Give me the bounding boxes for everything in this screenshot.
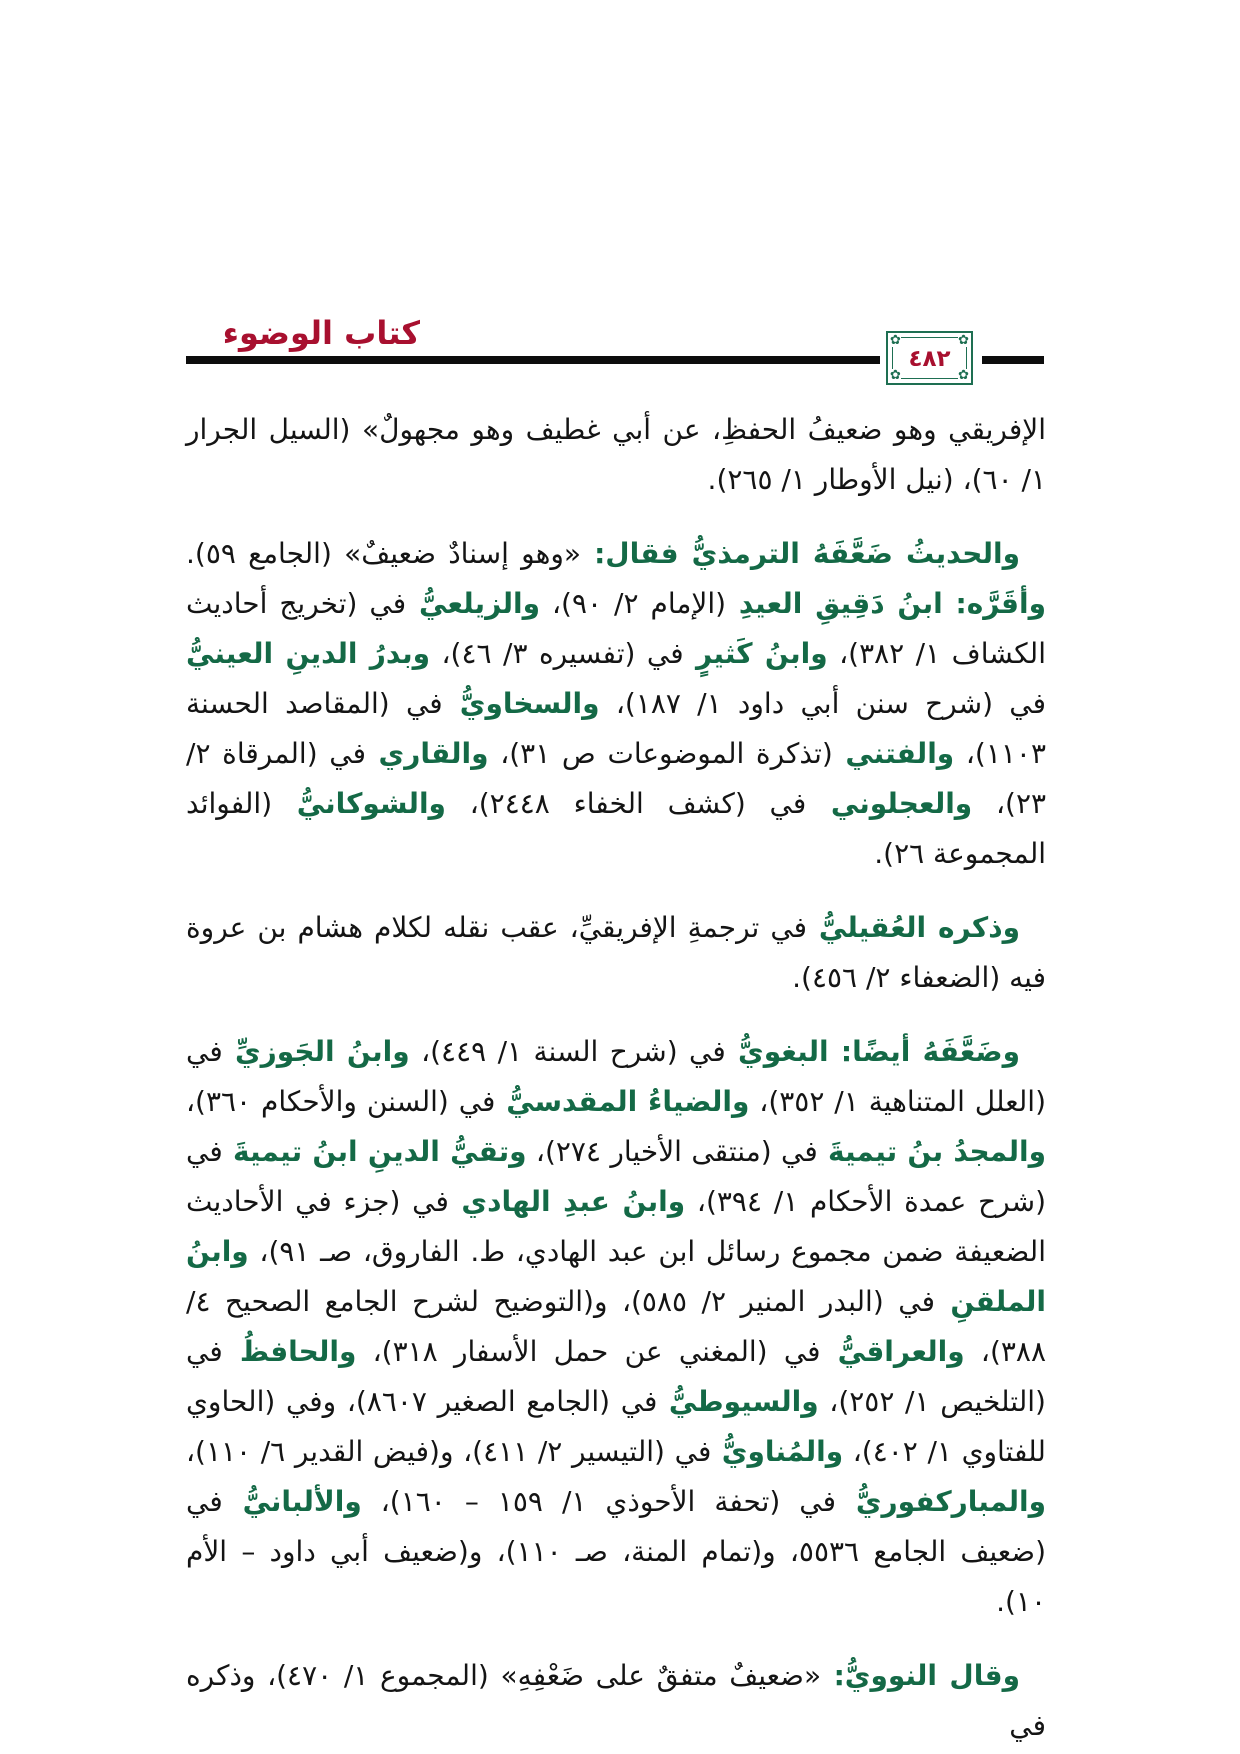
body-text-segment: في (المرقاة ٢/ ٢٣)، — [186, 737, 1047, 820]
scholar-name: وابنُ الجَوزيِّ — [222, 1035, 410, 1068]
scholar-name: وقال النوويُّ: — [821, 1659, 1020, 1692]
page-number-frame — [892, 337, 967, 379]
body-text-segment: الإفريقي وهو ضعيفُ الحفظِ، عن أبي غطيف وهو مجهولٌ» (السيل الجرار ١/ ٦٠)، (نيل الأوطار ١/ ٢٦٥). — [186, 413, 1046, 496]
body-text-segment: في (شرح عمدة الأحكام ١/ ٣٩٤)، — [186, 1135, 1046, 1218]
body-text-segment: «وهو إسنادٌ ضعيفٌ» (الجامع ٥٩). — [186, 537, 582, 570]
scholar-name: والألبانيُّ — [222, 1485, 362, 1518]
body-text-segment: في (العلل المتناهية ١/ ٣٥٢)، — [186, 1035, 1046, 1118]
floral-corner-icon: ✿ — [958, 368, 969, 383]
book-title: كتاب الوضوء — [222, 314, 420, 352]
scholar-name: والفتني — [832, 737, 955, 770]
body-text-segment: في (شرح سنن أبي داود ١/ ١٨٧)، — [599, 687, 1046, 720]
body-text-segment: في (المغني عن حمل الأسفار ٣١٨)، — [356, 1335, 821, 1368]
body-text-segment: في (منتقى الأخيار ٢٧٤)، — [526, 1135, 818, 1168]
body-text-segment: في (التلخيص ١/ ٢٥٢)، — [186, 1335, 1046, 1418]
body-text-segment: (تذكرة الموضوعات ص ٣١)، — [488, 737, 833, 770]
scholar-name: وتقيُّ الدينِ ابنُ تيميةَ — [222, 1135, 527, 1168]
body-text-segment: «ضعيفٌ متفقٌ على ضَعْفِهِ» (المجموع ١/ ٤٧٠)، وذكره في — [186, 1659, 1046, 1742]
floral-corner-icon: ✿ — [890, 333, 901, 348]
floral-corner-icon: ✿ — [890, 368, 901, 383]
scholar-name: وابنُ كَثيرٍ — [683, 637, 828, 670]
body-text-segment: في (كشف الخفاء ٢٤٤٨)، — [445, 787, 807, 820]
floral-corner-icon: ✿ — [958, 333, 969, 348]
body-text-segment: (الإمام ٢/ ٩٠)، — [540, 587, 727, 620]
scholar-name: والسخاويُّ — [442, 687, 600, 720]
body-text — [186, 405, 1046, 1754]
scholar-name: وابنُ الملقنِ — [186, 1235, 1046, 1318]
body-text-segment: في (تحفة الأحوذي ١/ ١٥٩ – ١٦٠)، — [361, 1485, 837, 1518]
body-text-segment: (الفوائد المجموعة ٢٦). — [186, 787, 1046, 870]
scholar-name: وذكره العُقيليُّ — [807, 911, 1020, 944]
body-text-segment: في (شرح السنة ١/ ٤٤٩)، — [409, 1035, 726, 1068]
page-number-ornament — [886, 331, 973, 385]
paragraph — [186, 903, 1046, 1003]
scholar-name: والحافظُ — [222, 1335, 357, 1368]
body-text-segment: في (تفسيره ٣/ ٤٦)، — [430, 637, 684, 670]
scholar-name: والعجلوني — [806, 787, 973, 820]
scholar-name: والضياءُ المقدسيُّ — [495, 1085, 750, 1118]
scholar-name: وضَعَّفَهُ أيضًا: البغويُّ — [725, 1035, 1020, 1068]
scholar-name: والحديثُ ضَعَّفَهُ الترمذيُّ فقال: — [581, 537, 1020, 570]
scholar-name: والزيلعيُّ — [406, 587, 541, 620]
scholar-name: والمباركفوريُّ — [836, 1485, 1046, 1518]
scholar-name: والشوكانيُّ — [272, 787, 446, 820]
paragraph — [186, 1027, 1046, 1627]
paragraph — [186, 1651, 1046, 1751]
body-text-segment: في (المقاصد الحسنة ١١٠٣)، — [186, 687, 1046, 770]
scholar-name: والعراقيُّ — [820, 1335, 965, 1368]
scholar-name: وبدرُ الدينِ العينيُّ — [186, 637, 430, 670]
body-text-segment: في (ضعيف الجامع ٥٥٣٦، و(تمام المنة، صـ ١١٠)، و(ضعيف أبي داود – الأم ١٠). — [186, 1485, 1047, 1618]
scholar-name: وابنُ عبدِ الهادي — [448, 1185, 686, 1218]
scholar-name: والمجدُ بنُ تيميةَ — [817, 1135, 1046, 1168]
body-text-segment: في (السنن والأحكام ٣٦٠)، — [186, 1085, 496, 1118]
scholar-name: والقاري — [366, 737, 489, 770]
scholar-name: والمُناويُّ — [711, 1435, 844, 1468]
body-text-segment: في (تخريج أحاديث الكشاف ١/ ٣٨٢)، — [186, 587, 1046, 670]
paragraph — [186, 529, 1046, 879]
scholar-name: وأقَرَّه: ابنُ دَقِيقِ العيدِ — [726, 587, 1047, 620]
body-text-segment: في (التيسير ٢/ ٤١١)، و(فيض القدير ٦/ ١١٠)، — [186, 1435, 712, 1468]
body-text-segment: في (البدر المنير ٢/ ٥٨٥)، و(التوضيح لشرح الجامع الصحيح ٤/ ٣٨٨)، — [186, 1285, 1046, 1368]
body-text-segment: في ترجمةِ الإفريقيِّ، عقب نقله لكلام هشام بن عروة فيه (الضعفاء ٢/ ٤٥٦). — [186, 911, 1046, 994]
page-number: ٤٨٢ — [908, 345, 951, 372]
body-text-segment: في (الجامع الصغير ٨٦٠٧)، وفي (الحاوي للفتاوي ١/ ٤٠٢)، — [186, 1385, 1046, 1468]
header-rule-long — [186, 356, 880, 364]
header-rule-short — [982, 356, 1044, 364]
paragraph — [186, 405, 1046, 505]
scholar-name: والسيوطيُّ — [657, 1385, 819, 1418]
body-text-segment: في (جزء في الأحاديث الضعيفة ضمن مجموع رسائل ابن عبد الهادي، ط. الفاروق، صـ ٩١)، — [186, 1185, 1046, 1268]
